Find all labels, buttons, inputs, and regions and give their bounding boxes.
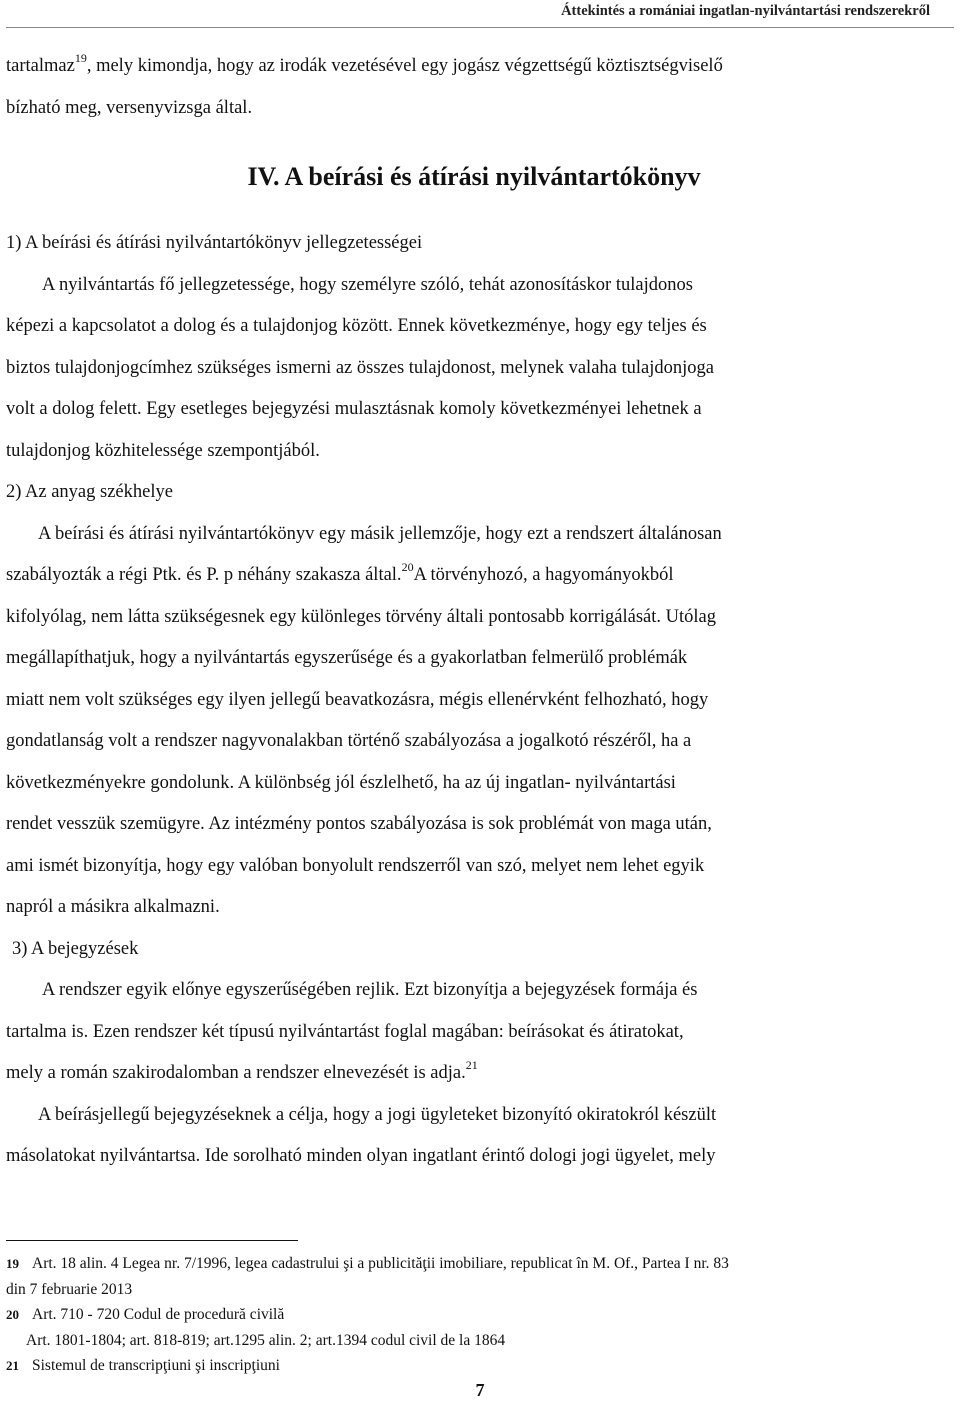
footnote-ref-19[interactable]: 19 [74, 51, 87, 65]
paragraph-line: volt a dolog felett. Egy esetleges bejegyzési mulasztásnak komoly következményei lehetnek a [6, 399, 702, 419]
footnote-21 [6, 1353, 942, 1379]
body-text [6, 46, 942, 1178]
paragraph-line: mely a román szakirodalomban a rendszer elnevezését is adja.$^{21}$ [6, 1058, 478, 1083]
footnote-ref-21[interactable]: 21 [465, 1058, 478, 1072]
footnote-19 [6, 1251, 942, 1277]
paragraph-line: A beírási és átírási nyilvántartókönyv egy másik jellemzője, hogy ezt a rendszert általánosan [38, 523, 722, 544]
paragraph-line: tartalma is. Ezen rendszer két típusú nyilvántartást foglal magában: beírásokat és átiratokat, [6, 1021, 684, 1042]
paragraph-line: biztos tulajdonjogcímhez szükséges ismerni az összes tulajdonost, melynek valaha tulajdonjoga [6, 357, 714, 378]
footnote-20 [6, 1302, 942, 1328]
footnote-19-continued: din 7 februarie 2013 [6, 1280, 133, 1298]
subsection-heading-3: 3) A bejegyzések [12, 938, 139, 959]
paragraph-line: ami ismét bizonyítja, hogy egy valóban bonyolult rendszerről van szó, melyet nem lehet egyik [6, 855, 705, 876]
footnote-text: Sistemul de transcripţiuni şi inscripţiuni [32, 1357, 280, 1374]
footnote-text: Art. 710 - 720 Codul de procedură civilă [32, 1306, 285, 1323]
paragraph-line: képezi a kapcsolatot a dolog és a tulajdonjog között. Ennek következménye, hogy egy teljes és [6, 316, 707, 336]
paragraph-line: kifolyólag, nem látta szükségesnek egy különleges törvény általi pontosabb korrigálását. Utólag [6, 606, 717, 627]
section-title: IV. A beírási és átírási nyilvántartókönyv [247, 162, 701, 191]
paragraph-line: A beírásjellegű bejegyzéseknek a célja, hogy a jogi ügyleteket bizonyító okiratokról készült [38, 1104, 717, 1125]
footnote-mark: 19 [6, 1256, 19, 1271]
page-number: 7 [475, 1380, 485, 1400]
footnote-mark: 20 [6, 1307, 19, 1322]
footnote-text: Art. 18 alin. 4 Legea nr. 7/1996, legea cadastrului şi a publicităţii imobiliare, republicat în M. Of., Partea I nr. 83 [32, 1255, 729, 1272]
footnote-mark: 21 [6, 1358, 19, 1373]
paragraph-line: szabályozták a régi Ptk. és P. p néhány szakasza által.$^{20}$A törvényhozó, a hagyományokból [6, 560, 674, 585]
footnote-20-continued: Art. 1801-1804; art. 818-819; art.1295 alin. 2; art.1394 codul civil de la 1864 [26, 1331, 506, 1349]
footnote-rule [6, 1240, 298, 1241]
subsection-heading-2: 2) Az anyag székhelye [6, 482, 173, 502]
paragraph-line: következményekre gondolunk. A különbség jól észlelhető, ha az új ingatlan- nyilvántartási [6, 772, 676, 793]
paragraph-line: tulajdonjog közhitelessége szempontjából. [6, 440, 320, 461]
paragraph-line: gondatlanság volt a rendszer nagyvonalakban történő szabályozása a jogalkotó részéről, ha a [6, 731, 692, 751]
paragraph-line: A rendszer egyik előnye egyszerűségében rejlik. Ezt bizonyítja a bejegyzések formája és [42, 980, 698, 1000]
paragraph-line: napról a másikra alkalmazni. [6, 897, 220, 917]
paragraph-line: rendet vesszük szemügyre. Az intézmény pontos szabályozása is sok problémát von maga után, [6, 814, 712, 834]
paragraph-line: A nyilvántartás fő jellegzetessége, hogy személyre szóló, tehát azonosításkor tulajdonos [42, 274, 693, 295]
paragraph-line: tartalmaz$^{19}$, mely kimondja, hogy az irodák vezetésével egy jogász végzettségű köztisztségviselő [6, 51, 723, 76]
paragraph-line: másolatokat nyilvántartsa. Ide sorolható minden olyan ingatlant érintő dologi jogi ügyelet, mely [6, 1146, 716, 1166]
subsection-heading-1: 1) A beírási és átírási nyilvántartókönyv jellegzetességei [6, 233, 423, 253]
paragraph-line: bízható meg, versenyvizsga által. [6, 97, 253, 118]
footnote-ref-20[interactable]: 20 [401, 560, 414, 574]
header-rule [6, 27, 954, 28]
running-header: Áttekintés a romániai ingatlan-nyilvántartási rendszerekről [561, 3, 930, 19]
paragraph-line: miatt nem volt szükséges egy ilyen jellegű beavatkozásra, mégis ellenérvként felhozható, hogy [6, 689, 709, 710]
paragraph-line: megállapíthatjuk, hogy a nyilvántartás egyszerűsége és a gyakorlatban felmerülő problémák [6, 648, 688, 668]
footnotes [6, 1240, 942, 1379]
